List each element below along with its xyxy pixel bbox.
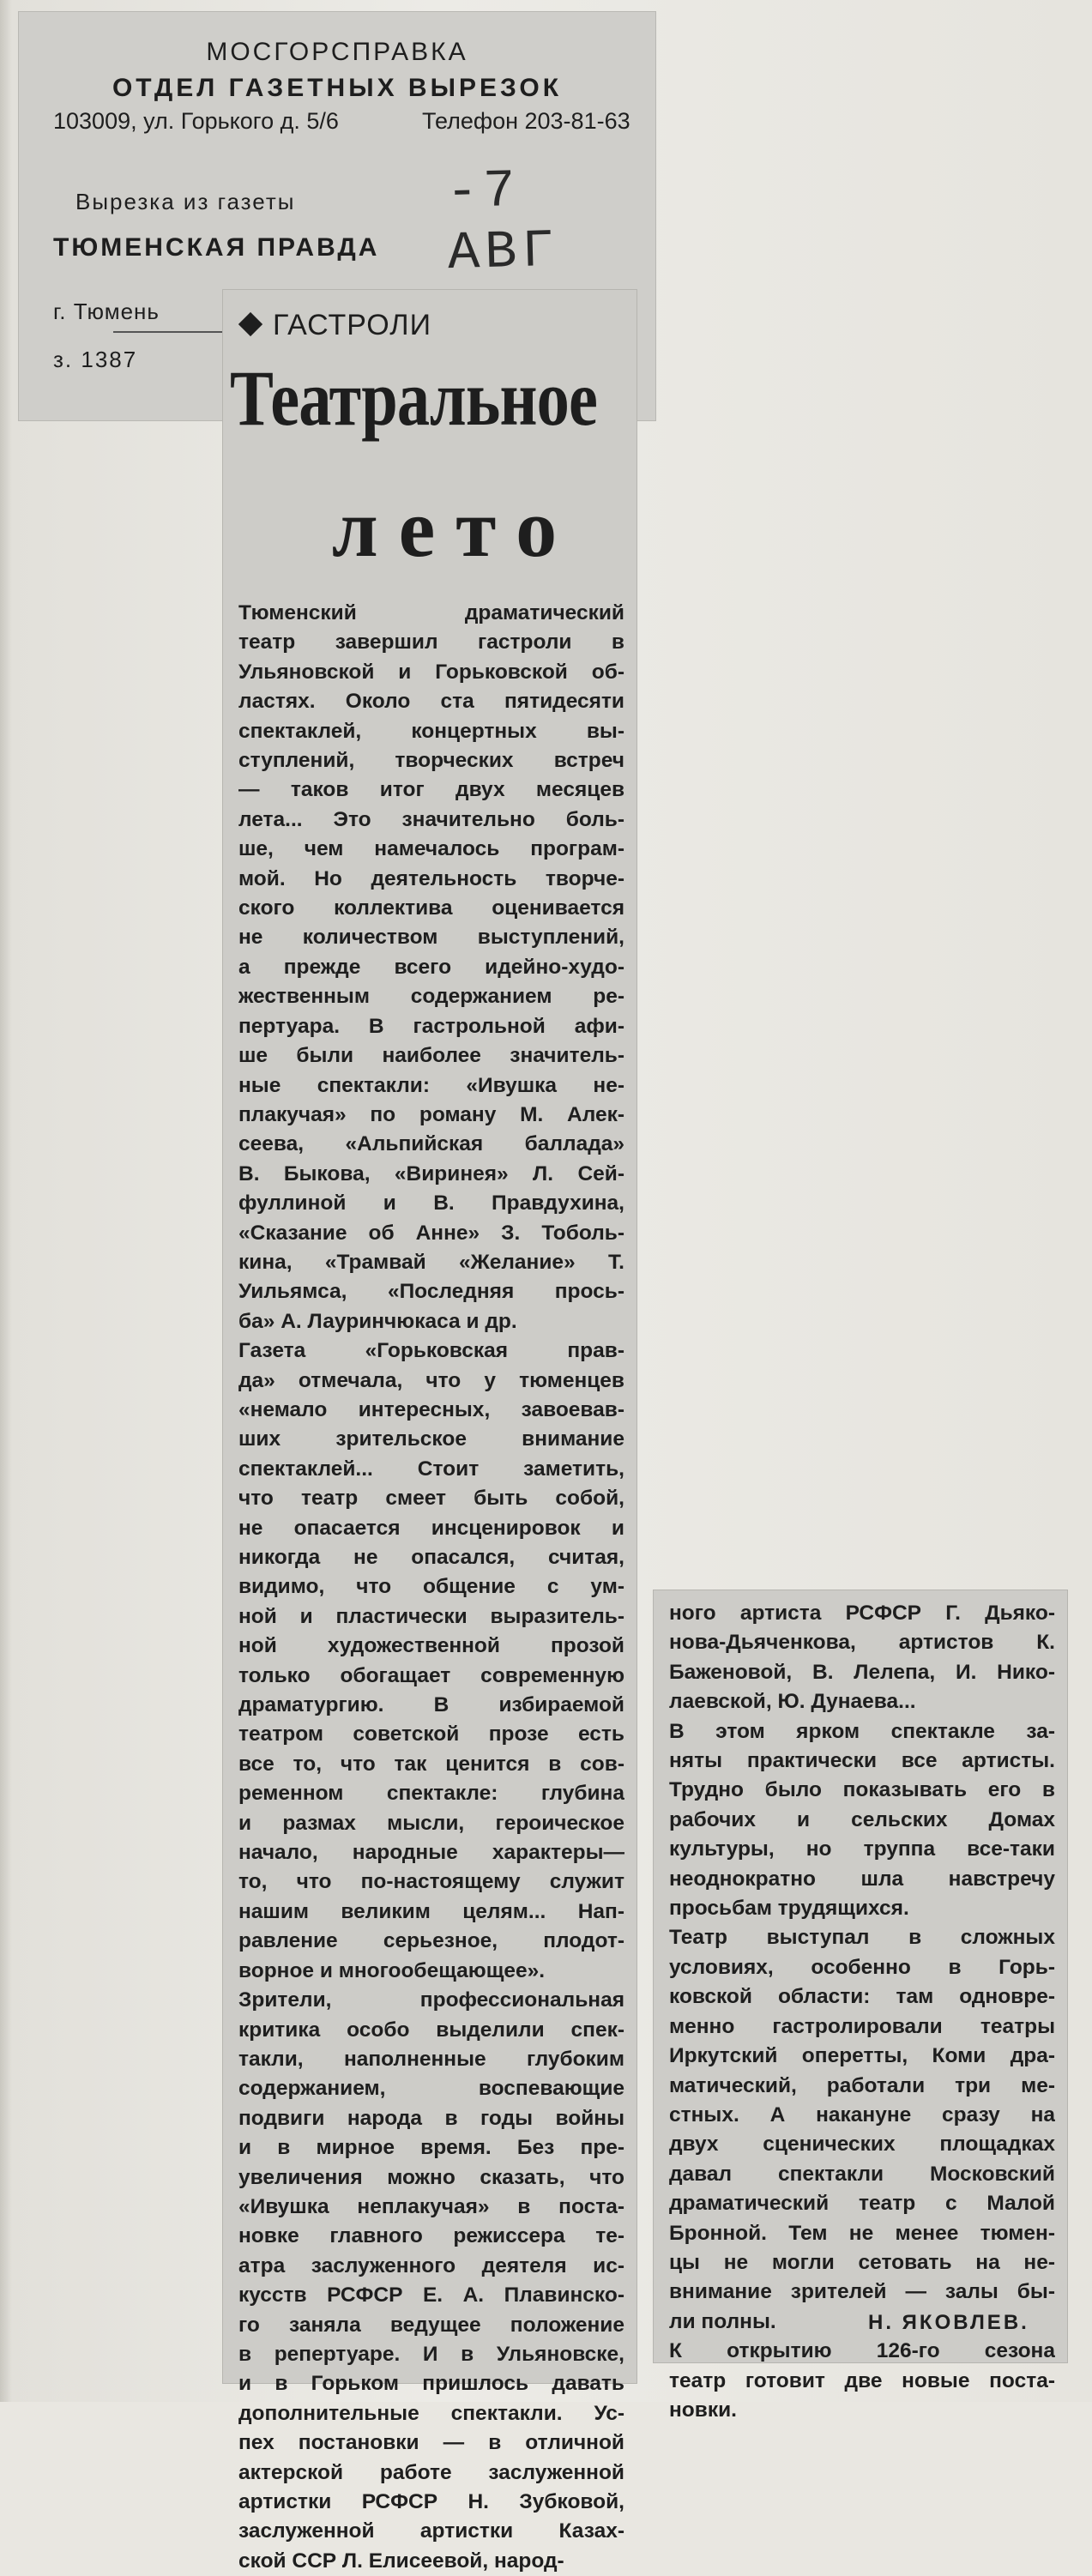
text-line: актерской работе заслуженной (238, 2460, 624, 2484)
text-line: не количеством выступлений, (238, 926, 624, 950)
text-line: лаевской, Ю. Дунаева... (669, 1690, 916, 1714)
text-line: да» отмечала, что у тюменцев (238, 1368, 624, 1392)
text-line: Газета «Горьковская прав- (238, 1339, 624, 1363)
text-line: сеева, «Альпийская баллада» (238, 1132, 624, 1156)
text-line: пертуара. В гастрольной афи- (238, 1014, 624, 1038)
text-line: в репертуаре. И в Ульяновске, (238, 2342, 624, 2366)
text-line: Баженовой, В. Лелепа, И. Нико- (669, 1660, 1055, 1684)
text-line: го заняла ведущее положение (238, 2313, 624, 2337)
text-line: ластях. Около ста пятидесяти (238, 690, 624, 714)
text-line: мой. Но деятельность творче- (238, 866, 624, 890)
text-line: — таков итог двух месяцев (238, 778, 624, 802)
text-line: Ульяновской и Горьковской об- (238, 660, 624, 684)
text-line: подвиги народа в годы войны (238, 2106, 624, 2130)
agency-name: МОСГОРСПРАВКА (206, 38, 468, 66)
text-line: спектаклей, концертных вы- (238, 719, 624, 743)
text-line: ременном спектакле: глубина (238, 1782, 624, 1806)
text-line: ковской области: там одновре- (669, 1985, 1055, 2009)
text-line: и в Горьком пришлось давать (238, 2372, 624, 2396)
text-line: внимание зрителей — залы бы- (669, 2280, 1055, 2304)
author-signature: Н. ЯКОВЛЕВ. (868, 2311, 1029, 2334)
text-line: давал спектакли Московский (669, 2162, 1055, 2186)
text-line: кусств РСФСР Е. А. Плавинско- (238, 2283, 624, 2308)
text-line: драматический театр с Малой (669, 2192, 1055, 2216)
text-line: дополнительные спектакли. Ус- (238, 2401, 624, 2425)
headline-line-2: лето (331, 482, 578, 574)
text-line: критика особо выделили спек- (238, 2018, 624, 2042)
text-line: театр завершил гастроли в (238, 630, 624, 655)
text-line: «Ивушка неплакучая» в поста- (238, 2194, 624, 2218)
text-line: В этом ярком спектакле за- (669, 1719, 1055, 1743)
text-line: а прежде всего идейно-худо- (238, 955, 624, 979)
text-line: плакучая» по роману М. Алек- (238, 1102, 624, 1126)
text-line: ше были наиболее значитель- (238, 1044, 624, 1068)
text-line: цы не могли сетовать на не- (669, 2250, 1055, 2274)
text-line: только обогащает современную (238, 1663, 624, 1687)
text-line: новки. (669, 2398, 737, 2422)
text-line: увеличения можно сказать, что (238, 2165, 624, 2189)
text-line: то, что по-настоящему служит (238, 1870, 624, 1894)
text-line: пех постановки — в отличной (238, 2431, 624, 2455)
text-line: все то, что так ценится в сов- (238, 1752, 624, 1776)
text-line: лета... Это значительно боль- (238, 807, 624, 831)
text-line: содержанием, воспевающие (238, 2077, 624, 2101)
text-line: неоднократно шла навстречу (669, 1867, 1055, 1891)
text-line: Тюменский драматический (238, 601, 624, 624)
text-line: никогда не опасался, считая, (238, 1546, 624, 1569)
text-line: ной художественной прозой (238, 1634, 624, 1658)
text-line: и размах мысли, героическое (238, 1811, 624, 1835)
text-line: артистки РСФСР Н. Зубковой, (238, 2490, 624, 2513)
article-body-column-1 (238, 599, 624, 2576)
text-line: «Сказание об Анне» З. Тоболь- (238, 1221, 624, 1245)
text-line: условиях, особенно в Горь- (669, 1955, 1055, 1979)
text-line: культуры, но труппа все-таки (669, 1837, 1055, 1861)
text-line: ступлений, творческих встреч (238, 749, 624, 773)
text-line: матический, работали три ме- (669, 2073, 1055, 2097)
clip-from-label: Вырезка из газеты (75, 189, 296, 214)
text-line: ших зрительское внимание (238, 1427, 624, 1451)
text-line: Театр выступал в сложных (669, 1926, 1055, 1950)
text-line: ской ССР Л. Елисеевой, народ- (238, 2549, 564, 2573)
text-line: равление серьезное, плодот- (238, 1929, 624, 1953)
text-line: ского коллектива оценивается (238, 896, 624, 920)
text-line: атра заслуженного деятеля ис- (238, 2253, 624, 2277)
text-line: что театр смеет быть собой, (238, 1487, 624, 1511)
newspaper-name: ТЮМЕНСКАЯ ПРАВДА (53, 233, 380, 262)
text-line: спектаклей... Стоит заметить, (238, 1457, 624, 1481)
text-line: нова-Дьяченкова, артистов К. (669, 1631, 1055, 1655)
text-line: начало, народные характеры— (238, 1841, 624, 1865)
order-number: з. 1387 (53, 347, 138, 372)
text-line: Бронной. Тем не менее тюмен- (669, 2221, 1055, 2245)
text-line: нашим великим целям... Нап- (238, 1899, 624, 1923)
text-line: В. Быкова, «Виринея» Л. Сей- (238, 1161, 624, 1185)
rubric (242, 309, 431, 342)
text-line: Трудно было показывать его в (669, 1778, 1055, 1802)
article-body-column-2 (669, 1599, 1055, 2425)
date-stamp: -7 АВГ (445, 160, 560, 285)
text-line: стных. А накануне сразу на (669, 2102, 1055, 2127)
text-line: ворное и многообещающее». (238, 1958, 546, 1982)
text-line: рабочих и сельских Домах (669, 1807, 1055, 1831)
sheet-edge (0, 0, 12, 2402)
text-line: ба» А. Лауринчюкаса и др. (238, 1309, 517, 1333)
diamond-icon (238, 312, 262, 336)
text-line: жественным содержанием ре- (238, 985, 624, 1009)
rubric-label: ГАСТРОЛИ (273, 309, 432, 341)
text-line: ные спектакли: «Ивушка не- (238, 1073, 624, 1097)
text-line: ного артиста РСФСР Г. Дьяко- (669, 1602, 1055, 1625)
text-line: видимо, что общение с ум- (238, 1575, 624, 1599)
text-line: и в мирное время. Без пре- (238, 2136, 624, 2160)
text-line: К открытию 126-го сезона (669, 2339, 1055, 2363)
text-line: театром советской прозе есть (238, 1722, 624, 1746)
text-line: такли, наполненные глубоким (238, 2047, 624, 2071)
text-line: фуллиной и В. Правдухина, (238, 1191, 624, 1216)
text-line: театр готовит две новые поста- (669, 2368, 1055, 2392)
text-line: Иркутский оперетты, Коми дра- (669, 2044, 1055, 2068)
text-line: ли полны. (669, 2309, 776, 2333)
text-line: кина, «Трамвай «Желание» Т. (238, 1250, 624, 1274)
text-line: менно гастролировали театры (669, 2014, 1055, 2038)
article-column-2 (654, 1590, 1067, 2422)
text-line: ной и пластически выразитель- (238, 1604, 624, 1628)
headline-line-1: Театральное (230, 354, 598, 442)
agency-department: ОТДЕЛ ГАЗЕТНЫХ ВЫРЕЗОК (112, 74, 563, 102)
agency-address: 103009, ул. Горького д. 5/6 (53, 108, 339, 134)
text-line: «немало интересных, завоевав- (238, 1397, 624, 1421)
text-line: няты практически все артисты. (669, 1749, 1055, 1773)
text-line: драматургию. В избираемой (238, 1693, 624, 1717)
article-column-1 (223, 290, 636, 2573)
text-line: просьбам трудящихся. (669, 1897, 909, 1921)
text-line: двух сценических площадках (669, 2133, 1055, 2157)
text-line: заслуженной артистки Казах- (238, 2519, 624, 2543)
city-label: г. Тюмень (53, 299, 160, 324)
agency-phone: Телефон 203-81-63 (422, 108, 630, 134)
text-line: новке главного режиссера те- (238, 2224, 624, 2248)
text-line: не опасается инсценировок и (238, 1516, 624, 1540)
text-line: Зрители, профессиональная (238, 1988, 624, 2012)
text-line: Уильямса, «Последняя прось- (238, 1280, 624, 1304)
text-line: ше, чем намечалось програм- (238, 837, 624, 861)
